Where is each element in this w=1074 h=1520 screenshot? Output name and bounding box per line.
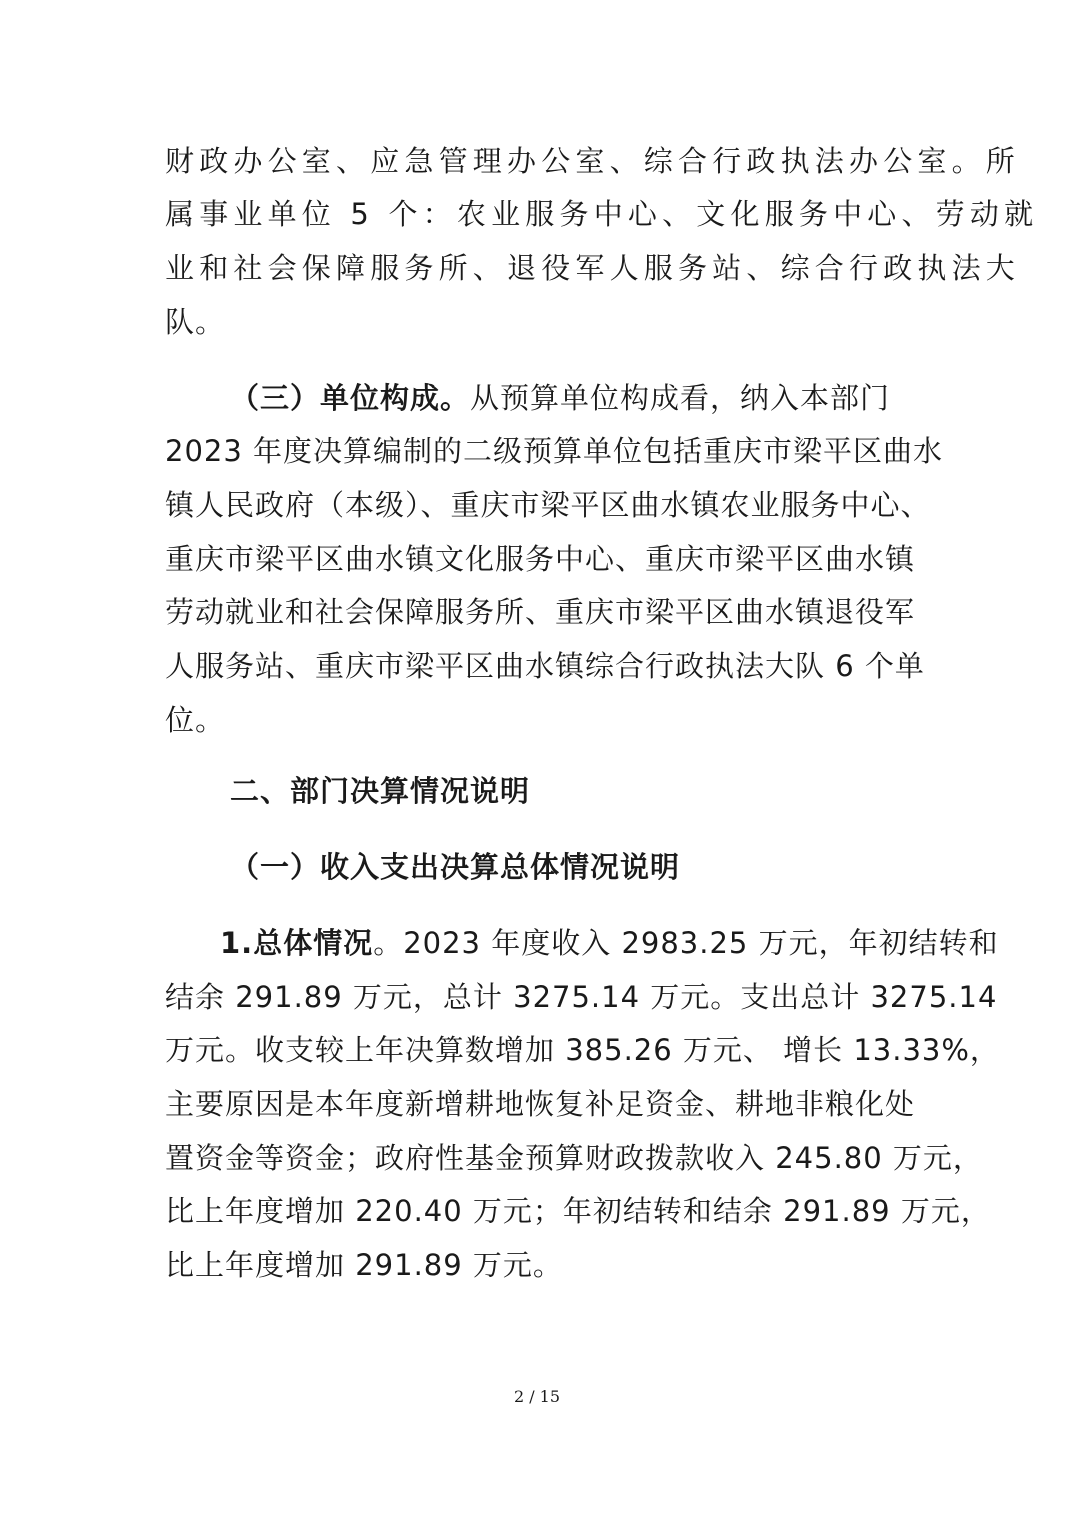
page-number: 2 / 15 bbox=[513, 1387, 561, 1406]
paragraph-line: 重庆市梁平区曲水镇文化服务中心、重庆市梁平区曲水镇 bbox=[165, 542, 916, 576]
paragraph-line: 主要原因是本年度新增耕地恢复补足资金、耕地非粮化处 bbox=[165, 1087, 916, 1121]
paragraph-line: 结余 291.89 万元，总计 3275.14 万元。支出总计 3275.14 bbox=[165, 980, 998, 1014]
paragraph-line: 财政办公室、应急管理办公室、综合行政执法办公室。所 bbox=[165, 144, 1021, 178]
paragraph-line: 比上年度增加 220.40 万元；年初结转和结余 291.89 万元， bbox=[165, 1194, 991, 1228]
section-heading: 二、部门决算情况说明 bbox=[230, 774, 531, 808]
paragraph-line: 比上年度增加 291.89 万元。 bbox=[165, 1248, 563, 1282]
paragraph-line: 业和社会保障服务所、退役军人服务站、综合行政执法大 bbox=[165, 251, 1021, 285]
paragraph-line: 属事业单位 5 个：农业服务中心、文化服务中心、劳动就 bbox=[165, 197, 1039, 231]
paragraph-line: 劳动就业和社会保障服务所、重庆市梁平区曲水镇退役军 bbox=[165, 595, 916, 629]
paragraph-heading: （三）单位构成。 bbox=[230, 381, 471, 415]
paragraph-text: 。2023 年度收入 2983.25 万元，年初结转和 bbox=[373, 926, 999, 960]
paragraph-line: 置资金等资金；政府性基金预算财政拨款收入 245.80 万元， bbox=[165, 1141, 983, 1175]
paragraph-line bbox=[230, 378, 890, 418]
paragraph-line bbox=[220, 923, 999, 963]
subsection-heading: （一）收入支出决算总体情况说明 bbox=[230, 850, 681, 884]
paragraph-line: 人服务站、重庆市梁平区曲水镇综合行政执法大队 6 个单 bbox=[165, 649, 925, 683]
paragraph-text: 从预算单位构成看，纳入本部门 bbox=[470, 381, 891, 415]
paragraph-line: 镇人民政府（本级）、重庆市梁平区曲水镇农业服务中心、 bbox=[165, 488, 931, 522]
paragraph-line: 队。 bbox=[165, 305, 226, 339]
paragraph-line: 位。 bbox=[165, 703, 226, 737]
paragraph-line: 万元。收支较上年决算数增加 385.26 万元、 增长 13.33%， bbox=[165, 1033, 1000, 1067]
paragraph-heading: 1.总体情况 bbox=[220, 926, 374, 960]
paragraph-line: 2023 年度决算编制的二级预算单位包括重庆市梁平区曲水 bbox=[165, 434, 944, 468]
